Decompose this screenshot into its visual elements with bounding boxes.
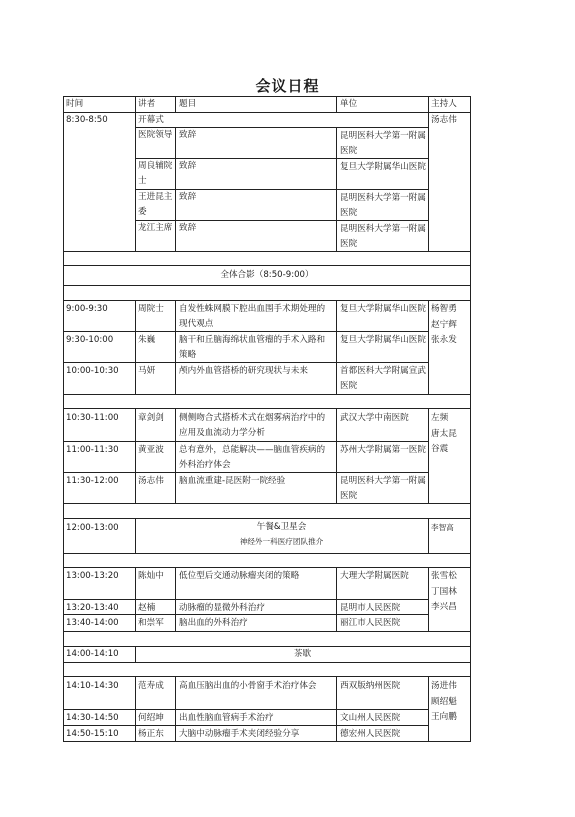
session4-topic: 出血性脑血管病手术治疗 xyxy=(179,713,274,723)
session2-speaker: 章剑剑 xyxy=(138,413,164,423)
header-speaker: 讲者 xyxy=(138,99,156,109)
session1-time: 9:30-10:00 xyxy=(66,335,114,345)
lunch-host: 李智高 xyxy=(431,523,454,532)
session2-time: 11:30-12:00 xyxy=(66,476,119,486)
session2-unit: 苏州大学附属第一医院 xyxy=(340,445,426,455)
session3-speaker: 和崇军 xyxy=(138,618,164,628)
session3-host: 丁国林 xyxy=(431,586,457,597)
session1-unit: 首都医科大学附属宣武医院 xyxy=(340,366,426,391)
opening-host: 汤志伟 xyxy=(431,115,457,125)
session4-host: 王向鹏 xyxy=(431,712,457,722)
header-host: 主持人 xyxy=(431,99,457,109)
session4-unit: 德宏州人民医院 xyxy=(340,729,401,739)
opening-unit: 昆明医科大学第一附属医院 xyxy=(340,131,426,156)
session3-unit: 昆明市人民医院 xyxy=(340,603,401,613)
session3-time: 13:20-13:40 xyxy=(66,603,119,613)
session1-topic: 脑干和丘脑海绵状血管瘤的手术入路和策略 xyxy=(179,335,326,360)
session1-speaker: 马妍 xyxy=(138,366,156,376)
session4-unit: 文山州人民医院 xyxy=(340,713,401,723)
session2-time: 10:30-11:00 xyxy=(66,413,119,423)
session4-speaker: 范寿成 xyxy=(138,681,164,691)
opening-unit: 昆明医科大学第一附属医院 xyxy=(340,224,426,249)
session3-time: 13:40-14:00 xyxy=(66,618,119,628)
opening-speaker: 周良辅院士 xyxy=(138,161,173,186)
session1-unit: 复旦大学附属华山医院 xyxy=(340,335,426,345)
header-unit: 单位 xyxy=(340,99,358,109)
session1-time: 9:00-9:30 xyxy=(66,304,108,314)
session2-host: 谷震 xyxy=(431,444,449,454)
session2-unit: 武汉大学中南医院 xyxy=(340,413,409,423)
header-time: 时间 xyxy=(66,99,84,109)
session4-speaker: 何绍坤 xyxy=(138,713,164,723)
page-title: 会议日程 xyxy=(255,77,320,95)
session1-topic: 颅内外血管搭桥的研究现状与未来 xyxy=(179,366,308,376)
session2-topic: 侧侧吻合式搭桥术式在烟雾病治疗中的应用及血流动力学分析 xyxy=(179,413,326,438)
session2-host: 左频 xyxy=(431,413,449,423)
session1-speaker: 周院士 xyxy=(138,304,164,314)
session2-topic: 脑血流重建-昆医附一院经验 xyxy=(179,476,286,486)
session1-topic: 自发性蛛网膜下腔出血围手术期处理的现代观点 xyxy=(179,304,326,329)
opening-unit: 复旦大学附属华山医院 xyxy=(340,162,426,172)
session4-topic: 大脑中动脉瘤手术夹闭经验分享 xyxy=(179,729,300,739)
session1-time: 10:00-10:30 xyxy=(66,366,119,376)
opening-speaker: 王进昆主委 xyxy=(138,192,173,217)
opening-topic: 致辞 xyxy=(179,130,197,140)
opening-speaker: 龙江主席 xyxy=(138,223,173,233)
lunch-subtitle: 神经外一科医疗团队推介 xyxy=(239,537,324,546)
lunch-time: 12:00-13:00 xyxy=(66,523,119,533)
session3-topic: 动脉瘤的显微外科治疗 xyxy=(179,603,265,613)
session2-time: 11:00-11:30 xyxy=(66,445,119,455)
opening-topic: 致辞 xyxy=(179,192,197,202)
session4-speaker: 杨正东 xyxy=(138,729,164,739)
session4-host: 顾绍魁 xyxy=(431,696,457,707)
session3-unit: 丽江市人民医院 xyxy=(340,618,401,628)
session2-speaker: 黄亚波 xyxy=(138,445,164,455)
session3-time: 13:00-13:20 xyxy=(66,571,119,581)
session1-speaker: 朱巍 xyxy=(138,335,156,345)
tea-time: 14:00-14:10 xyxy=(66,649,119,659)
session2-speaker: 汤志伟 xyxy=(138,476,164,486)
session4-topic: 高血压脑出血的小骨窗手术治疗体会 xyxy=(179,681,317,691)
session3-speaker: 陈灿中 xyxy=(138,571,164,581)
session3-unit: 大理大学附属医院 xyxy=(340,571,409,581)
lunch-title: 午餐&卫星会 xyxy=(256,522,307,532)
session4-unit: 西双版纳州医院 xyxy=(340,681,401,691)
opening-speaker: 医院领导 xyxy=(138,130,173,140)
opening-topic: 致辞 xyxy=(179,223,197,233)
session2-host: 唐太昆 xyxy=(431,428,457,439)
opening-label: 开幕式 xyxy=(138,115,164,125)
session3-topic: 低位型后交通动脉瘤夹闭的策略 xyxy=(179,571,300,581)
session2-topic: 总有意外，总能解决——脑血管疾病的外科治疗体会 xyxy=(179,445,326,470)
header-topic: 题目 xyxy=(179,99,197,109)
opening-topic: 致辞 xyxy=(179,161,197,171)
session4-host: 汤进伟 xyxy=(431,681,457,691)
session4-time: 14:30-14:50 xyxy=(66,713,119,723)
session1-host: 赵宁辉 xyxy=(431,319,457,330)
session4-time: 14:50-15:10 xyxy=(66,729,119,739)
session1-host: 杨智勇 xyxy=(431,304,457,314)
opening-unit: 昆明医科大学第一附属医院 xyxy=(340,193,426,218)
tea-title: 茶歇 xyxy=(293,649,312,659)
session4-time: 14:10-14:30 xyxy=(66,681,119,691)
opening-time: 8:30-8:50 xyxy=(66,115,108,125)
session3-host: 李兴昌 xyxy=(431,602,457,612)
session1-host: 张永发 xyxy=(431,335,457,345)
session3-topic: 脑出血的外科治疗 xyxy=(179,618,248,628)
session1-unit: 复旦大学附属华山医院 xyxy=(340,304,426,314)
session3-host: 张雪松 xyxy=(431,571,457,581)
session3-speaker: 赵楠 xyxy=(138,603,156,613)
group-photo-row: 全体合影（8:50-9:00） xyxy=(220,270,314,280)
session2-unit: 昆明医科大学第一附属医院 xyxy=(340,476,426,501)
